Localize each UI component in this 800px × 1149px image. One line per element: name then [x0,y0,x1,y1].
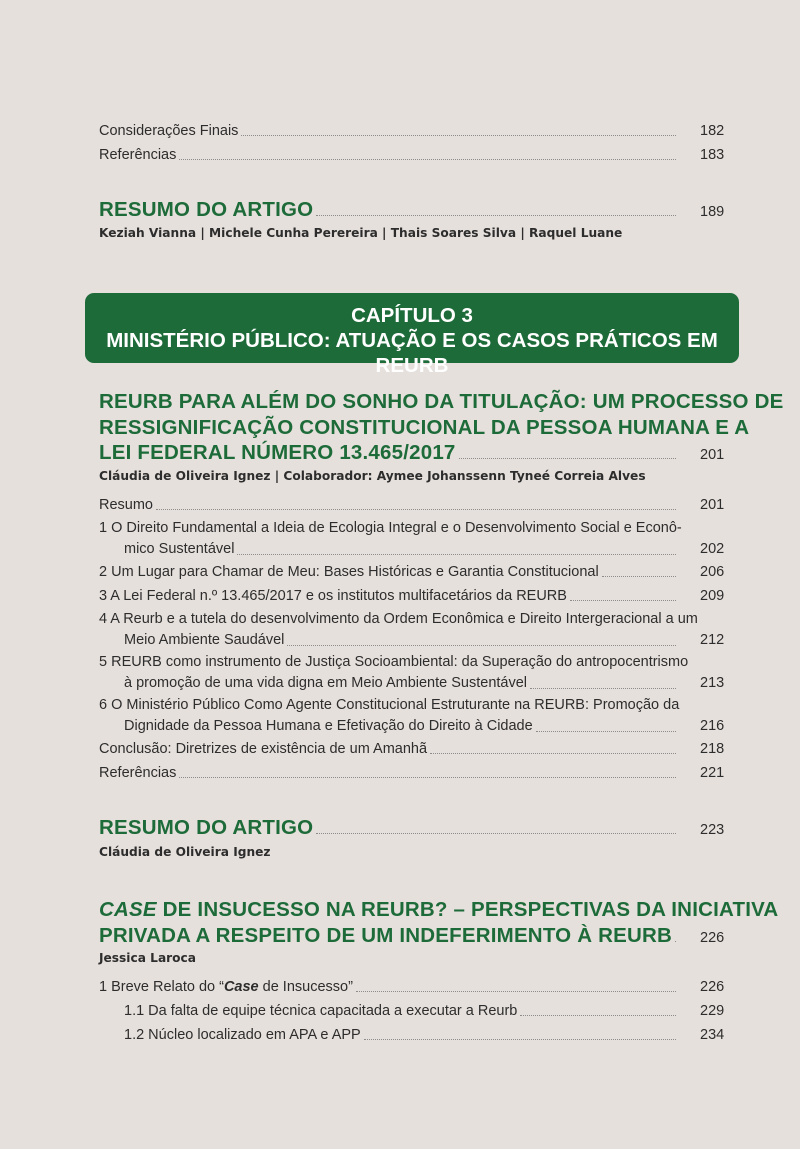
article-title[interactable] [99,897,779,923]
toc-entry[interactable] [99,695,724,737]
dot-leader [364,1039,676,1040]
dot-leader [241,135,676,136]
toc-entry-page: 221 [700,765,725,781]
toc-entry-page: 182 [700,123,725,139]
dot-leader [156,509,676,510]
dot-leader [316,833,676,834]
dot-leader [356,991,676,992]
dot-leader [179,777,676,778]
toc-entry-page: 212 [700,632,725,648]
toc-entry[interactable] [99,739,724,759]
toc-entry-label: Referências [99,765,177,781]
dot-leader [287,645,676,646]
article-title-line: PRIVADA A RESPEITO DE UM INDEFERIMENTO À REURB [99,924,672,947]
toc-entry[interactable] [99,518,724,560]
dot-leader [602,576,676,577]
article-title-rest: DE INSUCESSO NA REURB? – PERSPECTIVAS DA INICIATIVA [156,898,779,921]
toc-entry-label: Referências [99,147,177,163]
toc-entry-page: 183 [700,147,725,163]
resumo-title: RESUMO DO ARTIGO [99,816,314,839]
toc-entry-label: 3 A Lei Federal n.º 13.465/2017 e os institutos multifacetários da REURB [99,588,567,604]
toc-subentry[interactable] [124,1001,724,1021]
toc-entry-label-cont: à promoção de uma vida digna em Meio Ambiente Sustentável [124,675,528,691]
resumo-heading[interactable] [99,197,724,222]
dot-leader [675,941,676,942]
article-page: 226 [700,930,725,946]
toc-entry-label: 6 O Ministério Público Como Agente Constitucional Estruturante na REURB: Promoção da [99,697,680,713]
resumo-authors: Keziah Vianna | Michele Cunha Perereira | Thais Soares Silva | Raquel Luane [99,226,623,240]
toc-entry-page: 202 [700,541,725,557]
resumo-title: RESUMO DO ARTIGO [99,198,314,221]
article-title-last[interactable] [99,440,724,465]
article-title-line: REURB PARA ALÉM DO SONHO DA TITULAÇÃO: UM PROCESSO DE [99,390,784,413]
toc-entry[interactable] [99,977,724,997]
dot-leader [316,215,676,216]
chapter-number: CAPÍTULO 3 [351,304,473,327]
toc-entry-page: 218 [700,741,725,757]
dot-leader [536,731,676,732]
toc-entry-label: 1.2 Núcleo localizado em APA e APP [124,1027,361,1043]
dot-leader [459,458,676,459]
toc-entry-label: 1 Breve Relato do “Case de Insucesso” [99,979,353,995]
toc-entry-page: 226 [700,979,725,995]
toc-entry[interactable] [99,145,724,165]
article-title[interactable] [99,389,784,440]
resumo-page: 223 [700,822,725,838]
dot-leader [237,554,676,555]
resumo-authors: Cláudia de Oliveira Ignez [99,845,271,859]
toc-entry-label-cont: Meio Ambiente Saudável [124,632,285,648]
dot-leader [530,688,676,689]
chapter-banner [85,293,739,377]
dot-leader [570,600,676,601]
dot-leader [430,753,676,754]
toc-entry-page: 216 [700,718,725,734]
toc-entry-page: 229 [700,1003,725,1019]
article-title-last[interactable] [99,923,724,948]
dot-leader [179,159,676,160]
toc-entry-page: 209 [700,588,725,604]
dot-leader [520,1015,676,1016]
toc-entry[interactable] [99,652,724,694]
article-authors: Jessica Laroca [99,951,197,965]
toc-entry-page: 201 [700,497,725,513]
toc-entry-label-cont: Dignidade da Pessoa Humana e Efetivação do Direito à Cidade [124,718,533,734]
toc-entry[interactable] [99,609,724,651]
article-authors: Cláudia de Oliveira Ignez | Colaborador: Aymee Johanssenn Tyneé Correia Alves [99,469,646,483]
toc-entry-page: 234 [700,1027,725,1043]
article-title-line [99,897,779,923]
toc-entry[interactable] [99,495,724,515]
toc-entry-label: 5 REURB como instrumento de Justiça Socioambiental: da Superação do antropocentrismo [99,654,689,670]
toc-entry-label: 2 Um Lugar para Chamar de Meu: Bases Históricas e Garantia Constitucional [99,564,599,580]
chapter-title: MINISTÉRIO PÚBLICO: ATUAÇÃO E OS CASOS PRÁTICOS EM REURB [106,329,718,377]
toc-entry-label: 1.1 Da falta de equipe técnica capacitada a executar a Reurb [124,1003,518,1019]
case-word: CASE [99,898,157,921]
toc-entry-label: Considerações Finais [99,123,239,139]
toc-entry-label: 4 A Reurb e a tutela do desenvolvimento da Ordem Econômica e Direito Intergeracional a um [99,611,698,627]
article-title-line: RESSIGNIFICAÇÃO CONSTITUCIONAL DA PESSOA HUMANA E A [99,415,750,439]
toc-entry[interactable] [99,121,724,141]
toc-entry-page: 213 [700,675,725,691]
toc-entry[interactable] [99,586,724,606]
resumo-heading[interactable] [99,815,724,840]
toc-entry[interactable] [99,562,724,582]
article-page: 201 [700,447,725,463]
article-title-line: LEI FEDERAL NÚMERO 13.465/2017 [99,441,456,464]
toc-entry-label: Resumo [99,497,153,513]
toc-entry-label: Conclusão: Diretrizes de existência de um Amanhã [99,741,428,757]
toc-entry-label: 1 O Direito Fundamental a Ideia de Ecologia Integral e o Desenvolvimento Social e Econô- [99,520,682,536]
toc-subentry[interactable] [124,1025,724,1045]
toc-entry-label-cont: mico Sustentável [124,541,235,557]
resumo-page: 189 [700,204,725,220]
toc-entry[interactable] [99,763,724,783]
toc-entry-page: 206 [700,564,725,580]
